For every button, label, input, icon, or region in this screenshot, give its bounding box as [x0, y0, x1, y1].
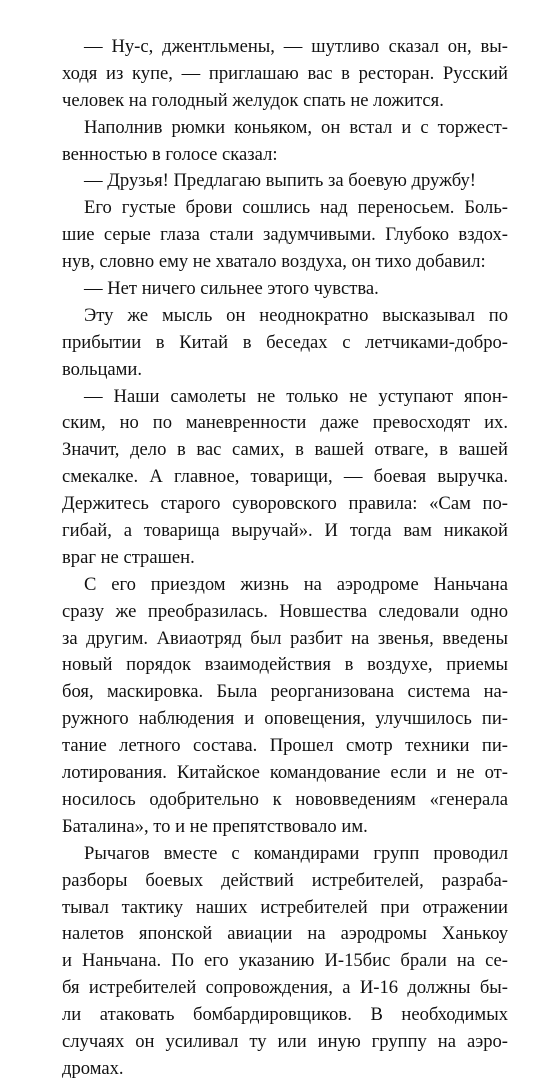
- text-line: и Наньчана. По его указанию И-15бис брали на се-: [62, 950, 508, 972]
- text-line: Его густые брови сошлись над переносьем. Боль-: [84, 197, 508, 219]
- text-line: Наполнив рюмки коньяком, он встал и с торжест-: [84, 116, 508, 138]
- text-line: шие серые глаза стали задумчивыми. Глубоко вздох-: [62, 224, 508, 246]
- text-line: ли атаковать бомбардировщиков. В необходимых: [62, 1004, 508, 1026]
- text-line: за другим. Авиаотряд был разбит на звенья, введены: [62, 627, 508, 649]
- text-line: — Ну-с, джентльмены, — шутливо сказал он, вы-: [84, 36, 508, 57]
- text-line: сразу же преобразилась. Новшества следовали одно: [62, 600, 508, 622]
- text-line: — Нет ничего сильнее этого чувства.: [84, 278, 379, 300]
- text-line: Эту же мысль он неоднократно высказывал по: [84, 304, 508, 326]
- text-line: венностью в голосе сказал:: [62, 143, 278, 165]
- text-line: налетов японской авиации на аэродромы Ханькоу: [62, 923, 508, 945]
- text-line: Рычагов вместе с командирами групп проводил: [84, 842, 508, 864]
- text-line: боя, маскировка. Была реорганизована система на-: [62, 681, 508, 703]
- text-line: гибай, а товарища выручай». И тогда вам никакой: [62, 520, 508, 542]
- book-page: [62, 34, 508, 1083]
- text-line: разборы боевых действий истребителей, разраба-: [62, 869, 508, 891]
- text-line: вольцами.: [62, 358, 143, 380]
- text-line: дромах.: [62, 1057, 124, 1079]
- text-line: ским, но по маневренности даже превосходят их.: [62, 412, 508, 434]
- text-line: враг не страшен.: [62, 546, 195, 568]
- text-line: — Наши самолеты не только не уступают япон-: [84, 385, 508, 407]
- text-line: смекалке. А главное, товарищи, — боевая выручка.: [62, 466, 508, 488]
- text-line: — Друзья! Предлагаю выпить за боевую дружбу!: [84, 170, 476, 192]
- text-line: нув, словно ему не хватало воздуха, он тихо добавил:: [62, 251, 486, 273]
- text-line: бя истребителей сопровождения, а И-16 должны бы-: [62, 977, 508, 999]
- text-line: лотирования. Китайское командование если и не от-: [62, 762, 508, 784]
- text-line: ходя из купе, — приглашаю вас в ресторан. Русский: [62, 62, 508, 84]
- text-line: носилось одобрительно к нововведениям «генерала: [62, 788, 508, 810]
- text-line: случаях он усиливал ту или иную группу на аэро-: [62, 1030, 508, 1052]
- text-line: прибытии в Китай в беседах с летчиками-добро-: [62, 331, 508, 353]
- text-line: тывал тактику наших истребителей при отражении: [62, 896, 508, 918]
- text-line: новый порядок взаимодействия в воздухе, приемы: [62, 654, 508, 676]
- text-line: тание летного состава. Прошел смотр техники пи-: [62, 735, 508, 757]
- text-line: ружного наблюдения и оповещения, улучшилось пи-: [62, 708, 508, 730]
- text-line: Значит, дело в вас самих, в вашей отваге, в вашей: [62, 439, 508, 461]
- text-line: человек на голодный желудок спать не ложится.: [62, 89, 444, 111]
- text-line: Баталина», то и не препятствовало им.: [62, 815, 368, 837]
- text-line: С его приездом жизнь на аэродроме Наньчана: [84, 573, 508, 595]
- text-line: Держитесь старого суворовского правила: «Сам по-: [62, 493, 508, 515]
